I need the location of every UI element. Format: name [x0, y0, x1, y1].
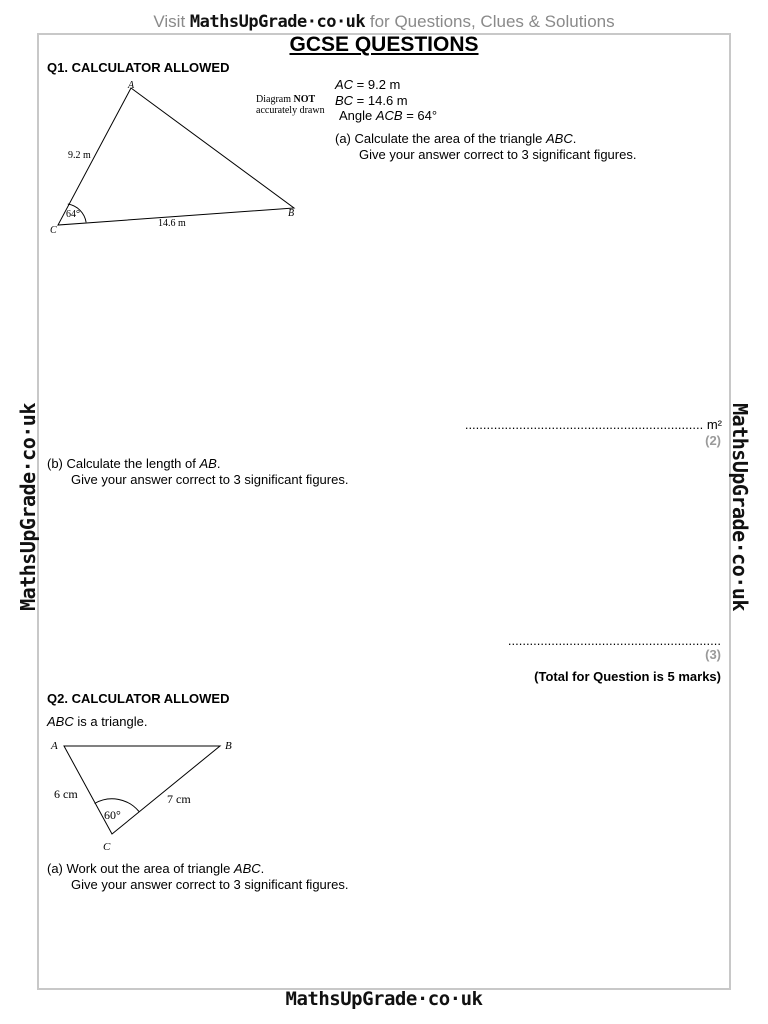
- q1-given-ac: AC = 9.2 m: [335, 77, 401, 92]
- q1-part-a-question: (a) Calculate the area of the triangle ABC. Give your answer correct to 3 significant figures.: [335, 131, 637, 162]
- page-title: GCSE QUESTIONS: [289, 33, 479, 56]
- q1-total-marks: (Total for Question is 5 marks): [534, 669, 721, 684]
- q1-part-b-answer-line[interactable]: ...........................................................: [507, 633, 721, 648]
- side-brand-left: MathsUpGrade·co·uk: [16, 403, 40, 611]
- q2-vertex-a: A: [51, 740, 58, 752]
- banner-brand-logo[interactable]: MathsUpGrade·co·uk: [189, 12, 366, 32]
- q1-side-bc-label: 14.6 m: [158, 218, 186, 229]
- q2-intro: ABC is a triangle.: [47, 714, 148, 729]
- banner-suffix: for Questions, Clues & Solutions: [365, 12, 615, 31]
- q2-side-bc-label: 7 cm: [167, 792, 191, 806]
- q1-part-a-answer-line[interactable]: .................................................................. m²: [464, 417, 722, 432]
- q1-part-b-instruction: Give your answer correct to 3 significant figures.: [71, 471, 349, 487]
- q1-part-a-unit: m²: [703, 417, 722, 432]
- q2-vertex-c: C: [103, 841, 111, 853]
- q2-part-a-instruction: Give your answer correct to 3 significant figures.: [71, 876, 349, 892]
- q1-note-bold: NOT: [293, 94, 316, 105]
- banner-prefix: Visit: [153, 12, 190, 31]
- q1-part-a-instruction: Give your answer correct to 3 significant figures.: [359, 146, 637, 162]
- q2-part-a-question: (a) Work out the area of triangle ABC. Give your answer correct to 3 significant figures.: [47, 861, 349, 892]
- footer-brand[interactable]: MathsUpGrade·co·uk: [285, 988, 483, 1010]
- site-banner: [0, 12, 768, 32]
- q1-vertex-b: B: [288, 208, 295, 219]
- q1-given-values: [335, 77, 437, 124]
- q1-note-text: Diagram: [256, 94, 294, 105]
- q1-vertex-a: A: [128, 80, 135, 91]
- q2-heading: Q2. CALCULATOR ALLOWED: [47, 691, 230, 706]
- q1-diagram-note: [256, 94, 325, 116]
- q2-vertex-b: B: [225, 740, 232, 752]
- q1-given-bc: BC = 14.6 m: [335, 92, 408, 108]
- q1-angle-label: 64°: [66, 209, 80, 220]
- q1-given-angle: Angle ACB = 64°: [339, 108, 438, 123]
- q2-angle-label: 60°: [104, 808, 121, 822]
- q2-triangle-shape: [64, 746, 220, 834]
- q1-heading: Q1. CALCULATOR ALLOWED: [47, 60, 230, 75]
- q2-triangle-diagram: [44, 734, 254, 856]
- q1-part-a-marks: (2): [705, 433, 721, 448]
- side-brand-right: MathsUpGrade·co·uk: [728, 403, 752, 611]
- q2-side-ac-label: 6 cm: [54, 787, 78, 801]
- q1-note-text-2: accurately drawn: [256, 105, 325, 116]
- q1-part-b-question: (b) Calculate the length of AB. Give your answer correct to 3 significant figures.: [47, 456, 349, 487]
- q1-part-b-marks: (3): [705, 647, 721, 662]
- q1-vertex-c: C: [50, 225, 57, 236]
- q1-side-ac-label: 9.2 m: [68, 150, 91, 161]
